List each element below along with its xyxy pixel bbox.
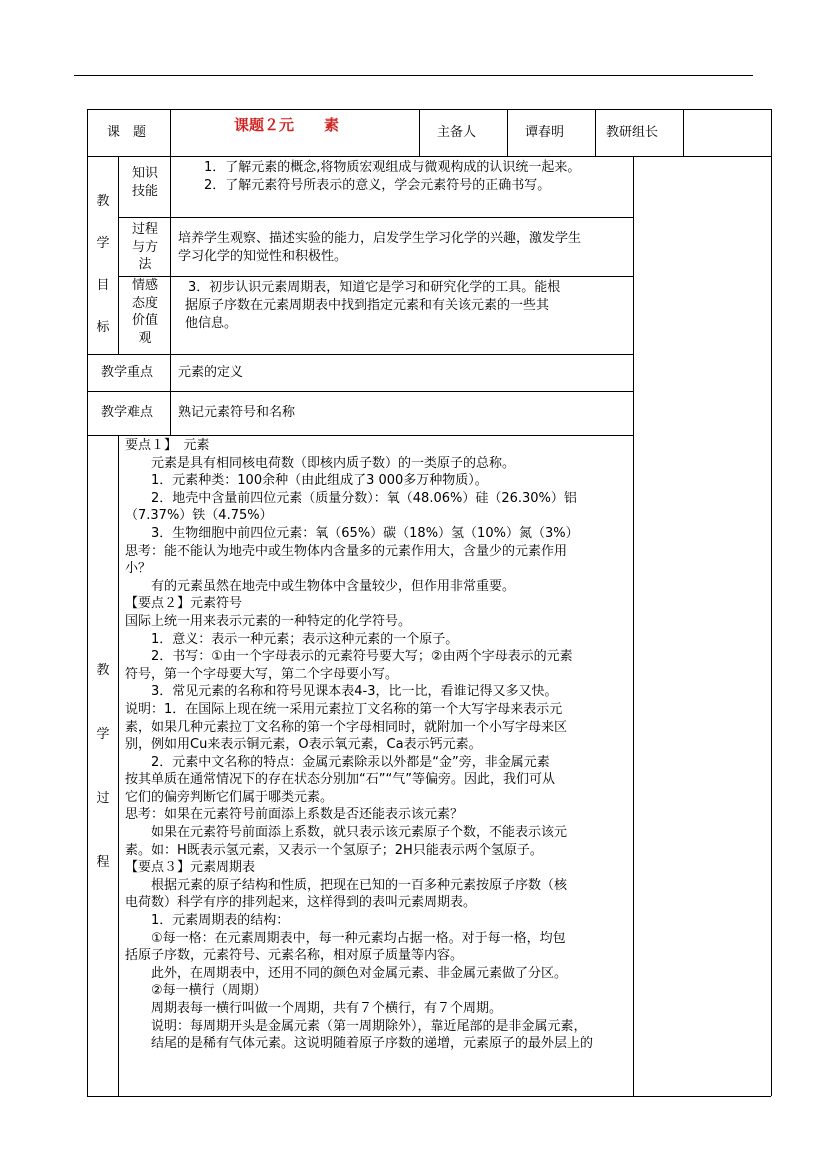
row-divider [87,435,633,436]
content-line: 说明：每周期开头是金属元素（第一周期除外），靠近尾部的是非金属元素， [151,1018,587,1034]
content-line: 3．生物细胞中前四位元素：氧（65%）碳（18%）氢（10%）氮（3%） [151,525,579,541]
content-line: 思考：如果在元素符号前面添上系数是否还能表示该元素？ [125,807,464,823]
content-line: ①每一格：在元素周期表中，每一种元素均占据一格。对于每一格，均包 [151,930,566,946]
content-line: 【要点２】元素符号 [125,596,243,612]
header-rule [74,75,753,76]
col-divider [419,109,420,156]
objective-text: 1．了解元素的概念,将物质宏观组成与微观构成的认识统一起来。 [204,160,581,175]
content-line: 别，例如用Cu来表示铜元素，O表示氧元素，Ca表示钙元素。 [125,737,482,753]
objective-text: 据原子序数在元素周期表中找到指定元素和有关该元素的一些其 [185,298,550,313]
table-border-bottom [87,1096,771,1097]
objective-category-knowledge: 知识 技能 [131,166,158,199]
difficulty-text: 熟记元素符号和名称 [178,405,296,420]
content-line: 此外，在周期表中，还用不同的颜色对金属元素、非金属元素做了分区。 [151,965,568,981]
col-divider [118,435,119,1096]
col-divider [507,109,508,156]
objective-text: 2．了解元素符号所表示的意义，学会元素符号的正确书写。 [204,178,551,193]
content-line: 国际上统一用来表示元素的一种特定的化学符号。 [125,613,412,629]
lesson-title: 课题２元 素 [234,116,340,134]
difficulty-label: 教学难点 [101,405,154,420]
objective-text: 培养学生观察、描述实验的能力，启发学生学习化学的兴趣，激发学生 [178,231,582,246]
col-divider [170,354,171,435]
content-line: 2．书写：①由一个字母表示的元素符号要大写；②由两个字母表示的元素 [151,649,573,665]
content-line: 1．意义：表示一种元素；表示这种元素的一个原子。 [151,631,459,647]
header-label-preparer: 主备人 [437,125,477,140]
col-divider [118,156,119,354]
preparer-name: 谭春明 [525,125,565,140]
content-line: 【要点３】元素周期表 [125,860,256,876]
objective-text: 他信息。 [185,316,238,331]
col-divider [683,109,684,156]
content-line: 小？ [125,561,152,577]
row-divider [87,354,633,355]
content-line: 它们的偏旁判断它们属于哪类元素。 [125,789,334,805]
content-line: 如果在元素符号前面添上系数，就只表示该元素原子个数，不能表示该元 [151,825,568,841]
objective-category-attitude: 情感 态度 价值 观 [131,278,158,346]
table-border-left [87,109,88,1096]
header-label-topic: 课 题 [107,125,147,140]
content-line: 元素是具有相同核电荷数（即核内质子数）的一类原子的总称。 [151,455,516,471]
process-label: 教 学 过 程 [96,663,110,870]
content-line: 素，如果几种元素拉丁文名称的第一个字母相同时，就附加一个小写字母来区 [125,719,568,735]
content-line: 括原子序数，元素符号、元素名称，相对原子质量等内容。 [125,948,464,964]
content-line: 按其单质在通常情况下的存在状态分别加“石”“气”等偏旁。因此，我们可从 [125,772,555,788]
objectives-label: 教 学 目 标 [96,194,110,335]
table-border-top [87,109,771,110]
lesson-plan-table [87,109,771,1096]
content-line: 要点１】 元素 [125,438,210,453]
content-line: ②每一横行（周期） [151,983,267,999]
content-line: 2．地壳中含量前四位元素（质量分数）：氧（48.06%）硅（26.30%）铝 [151,490,577,506]
col-divider [170,109,171,156]
content-line: 有的元素虽然在地壳中或生物体中含量较少，但作用非常重要。 [151,578,516,594]
objective-text: 3．初步认识元素周期表，知道它是学习和研究化学的工具。能根 [188,280,561,295]
content-line: 周期表每一横行叫做一个周期，共有７个横行，有７个周期。 [151,1001,503,1016]
row-divider [87,391,633,392]
content-line: 结尾的是稀有气体元素。这说明随着原子序数的递增，元素原子的最外层上的 [151,1036,594,1052]
content-line: 1．元素周期表的结构： [151,913,290,929]
content-line: 1．元素种类：100余种（由此组成了3 000多万种物质）。 [151,473,488,489]
content-line: 根据元素的原子结构和性质，把现在已知的一百多种元素按原子序数（核 [151,877,568,893]
content-line: 2．元素中文名称的特点：金属元素除汞以外都是“金”旁，非金属元素 [151,754,550,770]
content-line: 说明：1．在国际上现在统一采用元素拉丁文名称的第一个大写字母来表示元 [125,701,563,717]
content-line: 3．常见元素的名称和符号见课本表4-3，比一比，看谁记得又多又快。 [151,684,558,700]
header-label-group-leader: 教研组长 [606,125,659,140]
col-divider [633,156,634,1096]
col-divider [170,156,171,354]
key-point-text: 元素的定义 [178,365,244,380]
content-line: 电荷数）科学有序的排列起来，这样得到的表叫元素周期表。 [125,895,477,911]
content-line: 思考：能不能认为地壳中或生物体内含量多的元素作用大，含量少的元素作用 [125,543,568,559]
content-line: 素。如：H既表示氢元素，又表示一个氢原子；2H只能表示两个氢原子。 [125,842,543,858]
col-divider [595,109,596,156]
row-divider [118,276,633,277]
content-line: 符号，第一个字母要大写，第二个字母要小写。 [125,666,399,682]
process-content [125,437,633,1053]
content-line: （7.37%）铁（4.75%） [125,508,273,524]
key-point-label: 教学重点 [101,365,154,380]
objective-text: 学习化学的知觉性和积极性。 [178,249,348,264]
table-border-right [771,109,772,1096]
objective-category-process: 过程 与方 法 [131,222,158,272]
row-divider [87,156,771,157]
row-divider [118,217,633,218]
